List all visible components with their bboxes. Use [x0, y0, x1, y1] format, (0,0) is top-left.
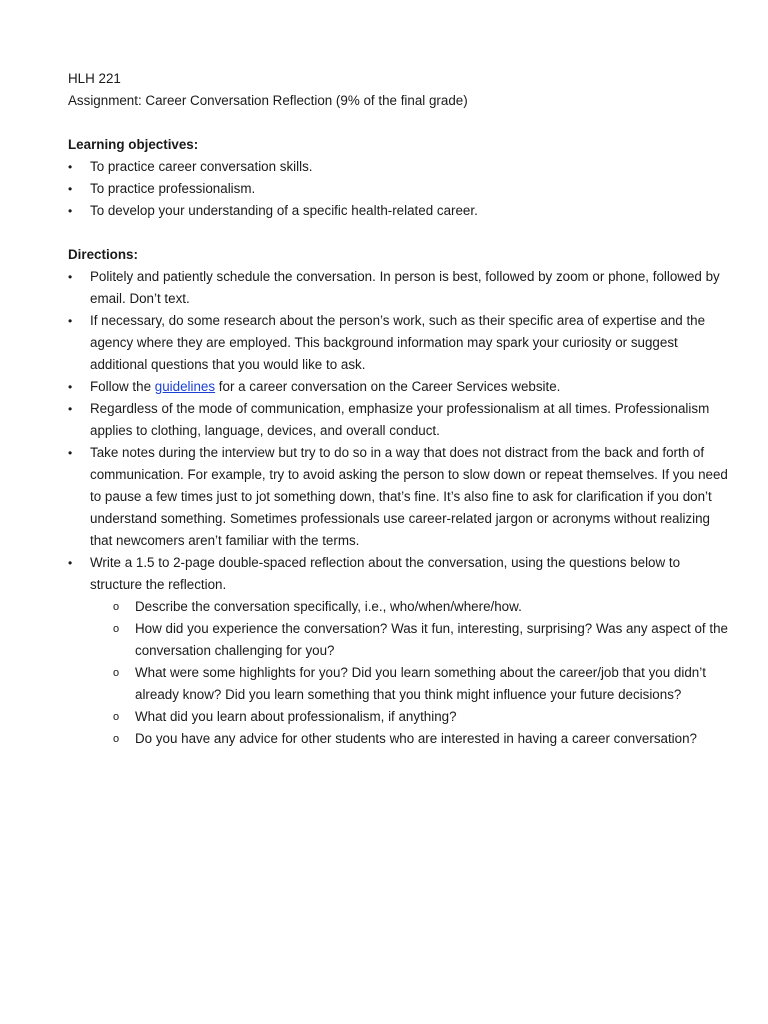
objective-text: To practice career conversation skills.: [90, 159, 313, 174]
reflection-question: [90, 706, 728, 728]
direction-text: Regardless of the mode of communication, emphasize your professionalism at all times. Professionalism applies to clothing, language, devices, and overall conduct.: [90, 401, 710, 438]
circle-bullet-icon: o: [113, 667, 120, 679]
reflection-question: [90, 618, 728, 662]
reflection-questions-list: [90, 596, 728, 750]
direction-item: [68, 266, 728, 310]
objective-item: [68, 200, 728, 222]
spacer: [68, 222, 728, 244]
bullet-icon: •: [68, 182, 73, 196]
objectives-list: [68, 156, 728, 222]
reflection-question-text: How did you experience the conversation? Was it fun, interesting, surprising? Was any aspect of the conversation challenging for you?: [135, 621, 728, 658]
circle-bullet-icon: o: [113, 601, 120, 613]
bullet-icon: •: [68, 314, 73, 328]
direction-text: If necessary, do some research about the person’s work, such as their specific area of expertise and the agency where they are employed. This background information may spark your curiosity or suggest additional questions that you would like to ask.: [90, 313, 706, 372]
direction-text: Take notes during the interview but try to do so in a way that does not distract from the back and forth of communication. For example, try to avoid asking the person to slow down or repeat themselves. If you need to pause a few times just to jot something down, that’s fine. It’s also fine to ask for clarification if you don’t understand something. Sometimes professionals use career-related jargon or acronyms without realizing that newcomers aren’t familiar with the terms.: [90, 445, 728, 548]
objective-item: [68, 178, 728, 200]
direction-text: Write a 1.5 to 2-page double-spaced reflection about the conversation, using the questions below to structure the reflection.: [90, 555, 681, 592]
bullet-icon: •: [68, 204, 73, 218]
reflection-question-text: Do you have any advice for other students who are interested in having a career conversation?: [135, 731, 697, 746]
bullet-icon: •: [68, 270, 73, 284]
directions-heading: Directions:: [68, 247, 138, 262]
spacer: [68, 112, 728, 134]
circle-bullet-icon: o: [113, 623, 120, 635]
directions-list: [68, 266, 728, 750]
objective-text: To develop your understanding of a specific health-related career.: [90, 203, 478, 218]
reflection-question-text: What did you learn about professionalism, if anything?: [135, 709, 457, 724]
direction-item: [68, 552, 728, 750]
bullet-icon: •: [68, 160, 73, 174]
bullet-icon: •: [68, 380, 73, 394]
reflection-question-text: Describe the conversation specifically, i.e., who/when/where/how.: [135, 599, 522, 614]
direction-item: [68, 442, 728, 552]
course-code: HLH 221: [68, 71, 121, 86]
direction-item: [68, 310, 728, 376]
guidelines-link[interactable]: guidelines: [154, 379, 216, 394]
bullet-icon: •: [68, 402, 73, 416]
reflection-question: [90, 728, 728, 750]
direction-item: [68, 398, 728, 442]
objectives-heading: Learning objectives:: [68, 137, 199, 152]
circle-bullet-icon: o: [113, 711, 120, 723]
reflection-question: [90, 596, 728, 618]
direction-text-before: Follow the: [90, 379, 155, 394]
bullet-icon: •: [68, 446, 73, 460]
reflection-question: [90, 662, 728, 706]
direction-text: Politely and patiently schedule the conversation. In person is best, followed by zoom or phone, followed by email. Don’t text.: [90, 269, 720, 306]
circle-bullet-icon: o: [113, 733, 120, 745]
direction-text-after: for a career conversation on the Career Services website.: [215, 379, 561, 394]
reflection-question-text: What were some highlights for you? Did you learn something about the career/job that you didn’t already know? Did you learn something that you think might influence your future decisions?: [135, 665, 706, 702]
objective-text: To practice professionalism.: [90, 181, 256, 196]
assignment-title: Assignment: Career Conversation Reflection (9% of the final grade): [68, 93, 468, 108]
objective-item: [68, 156, 728, 178]
direction-item: [68, 376, 728, 398]
document-body: [68, 68, 728, 750]
bullet-icon: •: [68, 556, 73, 570]
